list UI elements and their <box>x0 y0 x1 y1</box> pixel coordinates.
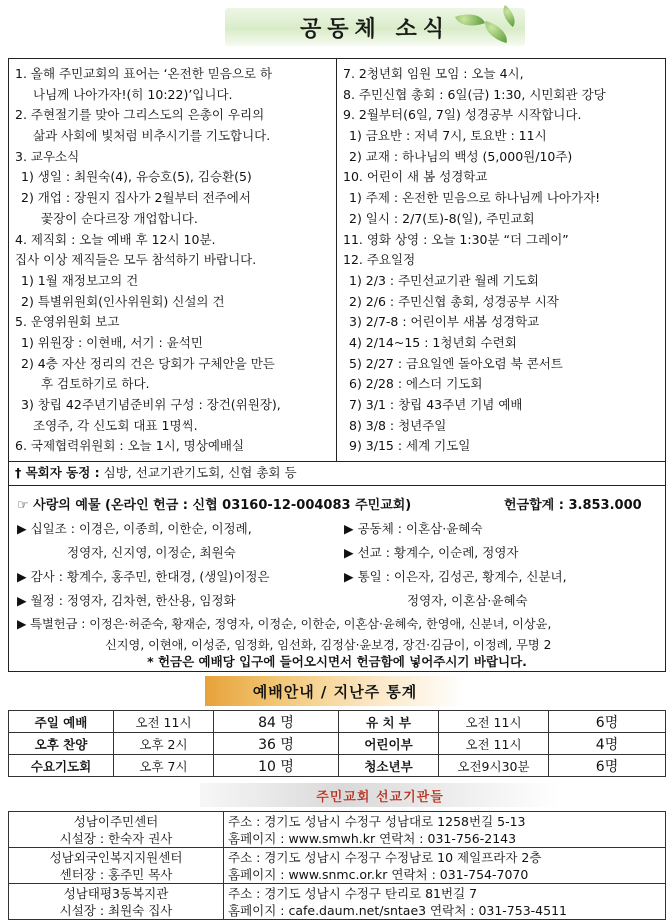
news-right-column <box>343 64 663 457</box>
center-contact: 홈페이지 : www.smwh.kr 연락처 : 031-756-2143 <box>228 830 517 846</box>
news-item: 2) 4층 자산 정리의 건은 당회가 구체안을 만든 <box>21 355 275 371</box>
leaf-icon <box>455 8 485 32</box>
attendance-count: 10 명 <box>214 755 339 777</box>
news-item: 삶과 사회에 빛처럼 비추시기를 기도합니다. <box>33 128 271 144</box>
center-info-cell <box>224 812 666 848</box>
offering-line: ▶ 공동체 : 이혼삼·윤혜숙 <box>344 521 483 536</box>
news-item: 3) 2/7-8 : 어린이부 새봄 성경학교 <box>349 314 540 330</box>
center-name-cell <box>9 812 224 848</box>
table-row <box>9 884 666 920</box>
news-item: 2) 개업 : 장원지 집사가 2월부터 전주에서 <box>21 190 251 206</box>
service-time: 오전 11시 <box>439 711 549 733</box>
news-item: 9. 2월부터(6일, 7일) 성경공부 시작합니다. <box>343 107 582 123</box>
offering-line: ▶ 통일 : 이은자, 김성곤, 황계수, 신분녀, <box>344 569 567 584</box>
center-name-cell <box>9 884 224 920</box>
news-item: 4. 제직회 : 오늘 예배 후 12시 10분. <box>15 231 216 247</box>
news-item: 6. 국제협력위원회 : 오늘 1시, 명상예배실 <box>15 438 245 454</box>
leaf-icon <box>497 5 520 27</box>
offering-line: ▶ 월정 : 정영자, 김차현, 한산용, 임정화 <box>17 593 236 608</box>
offering-title: ☞ 사랑의 예물 (온라인 헌금 : 신협 03160-12-004083 주민교회) <box>17 498 412 513</box>
service-name: 오후 찬양 <box>9 733 114 755</box>
community-news-box <box>8 58 666 462</box>
news-item: 10. 어린이 새 봄 성경학교 <box>343 169 488 185</box>
worship-banner <box>205 676 465 706</box>
attendance-count: 4명 <box>549 733 666 755</box>
center-head: 시설장 : 한숙자 권사 <box>59 830 173 846</box>
column-divider <box>336 59 337 461</box>
table-row <box>9 733 666 755</box>
news-item: 1) 위원장 : 이현배, 서기 : 윤석민 <box>21 334 203 350</box>
center-head: 센터장 : 홍주민 목사 <box>59 866 173 882</box>
offering-total: 헌금합계 : 3.853.000 <box>504 498 642 513</box>
news-item: 1) 생일 : 최원숙(4), 유승호(5), 김승환(5) <box>21 169 252 185</box>
mission-title: 주민교회 선교기관들 <box>316 789 444 805</box>
center-name-cell <box>9 848 224 884</box>
offering-line: ▶ 감사 : 황계수, 홍주민, 한대경, (생일)이정은 <box>17 569 270 584</box>
news-item: 3. 교우소식 <box>15 148 80 164</box>
center-address: 주소 : 경기도 성남시 수정구 성남대로 1258번길 5-13 <box>228 813 526 829</box>
center-address: 주소 : 경기도 성남시 수정구 탄리로 81번길 7 <box>228 885 478 901</box>
news-left-column <box>15 64 333 457</box>
attendance-count: 84 명 <box>214 711 339 733</box>
pastor-activity <box>8 462 666 486</box>
service-time: 오전 11시 <box>114 711 214 733</box>
news-item: 1. 올해 주민교회의 표어는 ‘온전한 믿음으로 하 <box>15 66 273 81</box>
news-item: 2) 교재 : 하나님의 백성 (5,000원/10주) <box>349 148 573 164</box>
offering-line: ▶ 선교 : 황계수, 이순례, 정영자 <box>344 545 519 560</box>
news-item: 12. 주요일정 <box>343 252 416 268</box>
table-row <box>9 812 666 848</box>
news-item: 나님께 나아가자!(히 10:22)’입니다. <box>33 86 233 102</box>
service-time: 오후 2시 <box>114 733 214 755</box>
worship-stats-table <box>8 710 666 777</box>
table-row <box>9 755 666 777</box>
worship-title: 예배안내 / 지난주 통계 <box>252 682 418 701</box>
service-name: 수요기도회 <box>9 755 114 777</box>
news-item: 꽃장이 순다르장 개업합니다. <box>41 210 198 226</box>
service-time: 오전 11시 <box>439 733 549 755</box>
service-time: 오후 7시 <box>114 755 214 777</box>
offering-line: 정영자, 이혼삼·윤혜숙 <box>407 593 528 608</box>
news-item: 후 검토하기로 하다. <box>41 376 150 392</box>
news-item: 2) 일시 : 2/7(토)-8(일), 주민교회 <box>349 210 535 226</box>
center-head: 시설장 : 최원숙 집사 <box>59 902 173 918</box>
service-name: 주일 예배 <box>9 711 114 733</box>
center-address: 주소 : 경기도 성남시 수정구 수정남로 10 제일프라자 2층 <box>228 849 542 865</box>
news-item: 2. 주현절기를 맞아 그리스도의 은총이 우리의 <box>15 107 265 123</box>
pastor-activity-text: 심방, 선교기관기도회, 신협 총회 등 <box>99 465 297 480</box>
center-name: 성남외국인복지지원센터 <box>49 849 183 865</box>
news-item: 1) 금요반 : 저녁 7시, 토요반 : 11시 <box>349 128 547 144</box>
mission-centers-table <box>8 811 666 920</box>
table-row <box>9 711 666 733</box>
offering-line: ▶ 십일조 : 이경은, 이종희, 이한순, 이정례, <box>17 521 252 536</box>
page-title: 공동체 소식 <box>300 16 450 42</box>
offering-special-line: 신지영, 이현애, 이성준, 임정화, 임선화, 김정삼·윤보경, 장건·김금이, 이정례, 무명 2 <box>105 638 552 652</box>
title-banner <box>225 8 525 46</box>
news-item: 집사 이상 제직들은 모두 참석하기 바랍니다. <box>15 252 257 268</box>
news-item: 6) 2/28 : 에스더 기도회 <box>349 376 483 392</box>
center-info-cell <box>224 848 666 884</box>
service-name: 유 치 부 <box>339 711 439 733</box>
news-item: 7. 2청년회 임원 모임 : 오늘 4시, <box>343 66 524 81</box>
center-contact: 홈페이지 : cafe.daum.net/sntae3 연락처 : 031-753-4511 <box>228 902 567 918</box>
news-item: 1) 1월 재정보고의 건 <box>21 272 139 288</box>
news-item: 조영주, 각 신도회 대표 1명씩. <box>33 417 198 433</box>
news-item: 4) 2/14~15 : 1청년회 수련회 <box>349 334 517 350</box>
news-item: 8. 주민신협 총회 : 6일(금) 1:30, 시민회관 강당 <box>343 86 606 102</box>
news-item: 1) 주제 : 온전한 믿음으로 하나님께 나아가자! <box>349 190 601 206</box>
news-item: 3) 창립 42주년기념준비위 구성 : 장건(위원장), <box>21 397 281 412</box>
service-name: 청소년부 <box>339 755 439 777</box>
news-item: 11. 영화 상영 : 오늘 1:30분 “더 그레이” <box>343 231 569 247</box>
table-row <box>9 848 666 884</box>
news-item: 1) 2/3 : 주민선교기관 월례 기도회 <box>349 272 539 288</box>
attendance-count: 6명 <box>549 711 666 733</box>
leaf-icon <box>481 21 510 43</box>
pastor-activity-label: † 목회자 동정 : <box>15 465 100 480</box>
offering-box <box>8 486 666 672</box>
service-name: 어린이부 <box>339 733 439 755</box>
service-time: 오전9시30분 <box>439 755 549 777</box>
offering-line: 정영자, 신지영, 이정순, 최원숙 <box>67 545 236 560</box>
news-item: 2) 2/6 : 주민신협 총회, 성경공부 시작 <box>349 293 559 309</box>
mission-banner <box>200 783 560 807</box>
offering-note: * 헌금은 예배당 입구에 들어오시면서 헌금함에 넣어주시기 바랍니다. <box>147 654 527 669</box>
center-info-cell <box>224 884 666 920</box>
center-name: 성남태평3동복지관 <box>63 885 169 901</box>
news-item: 8) 3/8 : 청년주일 <box>349 417 447 433</box>
attendance-count: 6명 <box>549 755 666 777</box>
center-contact: 홈페이지 : www.snmc.or.kr 연락처 : 031-754-7070 <box>228 866 529 882</box>
attendance-count: 36 명 <box>214 733 339 755</box>
news-item: 5. 운영위원회 보고 <box>15 314 120 330</box>
news-item: 2) 특별위원회(인사위원회) 신설의 건 <box>21 293 225 309</box>
center-name: 성남이주민센터 <box>73 813 159 829</box>
news-item: 5) 2/27 : 금요일엔 돌아오렴 북 콘서트 <box>349 355 563 371</box>
news-item: 9) 3/15 : 세계 기도일 <box>349 438 471 454</box>
offering-special-line: ▶ 특별헌금 : 이정은·허준숙, 황재순, 정영자, 이정순, 이한순, 이혼삼·윤혜숙, 한영애, 신분녀, 이상윤, <box>17 617 552 631</box>
news-item: 7) 3/1 : 창립 43주년 기념 예배 <box>349 397 523 412</box>
